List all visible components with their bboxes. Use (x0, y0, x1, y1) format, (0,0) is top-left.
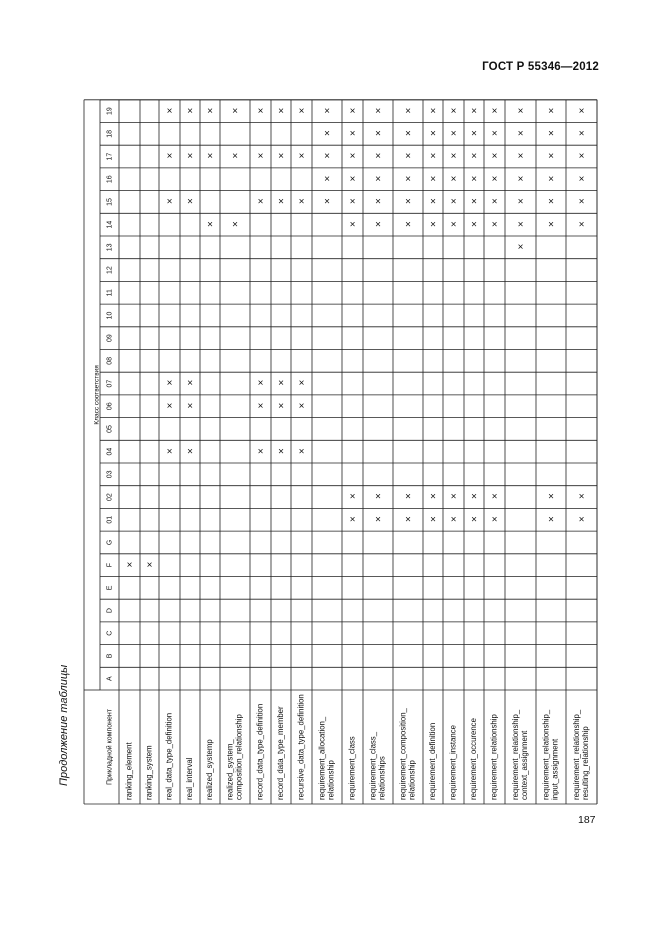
conformance-mark: × (166, 196, 173, 208)
component-name: record_data_type_definition (255, 703, 265, 800)
conformance-mark: × (430, 196, 436, 208)
column-label-15: 15 (106, 198, 114, 206)
conformance-mark: × (257, 151, 264, 163)
conformance-mark: × (232, 105, 238, 117)
conformance-mark: × (471, 514, 477, 526)
conformance-mark: × (232, 151, 238, 163)
conformance-mark: × (430, 173, 436, 185)
conformance-mark: × (471, 491, 477, 503)
conformance-mark: × (578, 196, 585, 208)
conformance-mark: × (126, 559, 133, 571)
conformance-mark: × (146, 559, 153, 571)
component-name: requirement_occurence (469, 718, 479, 800)
column-label-18: 18 (106, 129, 114, 138)
conformance-mark: × (548, 173, 554, 185)
component-name: requirement_class_ (368, 731, 378, 800)
conformance-mark: × (578, 105, 585, 117)
conformance-mark: × (450, 173, 457, 185)
conformance-mark: × (517, 128, 524, 140)
conformance-mark: × (578, 219, 585, 231)
conformance-mark: × (257, 378, 264, 390)
conformance-mark: × (187, 196, 193, 208)
conformance-mark: × (471, 128, 477, 140)
conformance-mark: × (491, 105, 498, 117)
conformance-mark: × (278, 378, 284, 390)
conformance-mark: × (471, 105, 477, 117)
column-label-C: C (106, 630, 114, 636)
conformance-mark: × (349, 491, 356, 503)
column-label-A: A (106, 676, 114, 681)
conformance-mark: × (548, 514, 554, 526)
component-name: requirement_composition_ (398, 708, 408, 800)
conformance-mark: × (375, 128, 381, 140)
conformance-mark: × (257, 105, 264, 117)
conformance-mark: × (349, 151, 356, 163)
conformance-mark: × (298, 196, 305, 208)
column-label-G: G (106, 539, 114, 546)
conformance-mark: × (349, 514, 356, 526)
conformance-mark: × (517, 151, 524, 163)
conformance-mark: × (166, 400, 173, 412)
conformance-mark: × (187, 378, 193, 390)
conformance-mark: × (349, 219, 356, 231)
conformance-mark: × (257, 196, 264, 208)
conformance-mark: × (450, 514, 457, 526)
conformance-mark: × (375, 151, 381, 163)
component-name: resulting_relationship (581, 726, 591, 800)
conformance-mark: × (349, 105, 356, 117)
conformance-mark: × (491, 514, 498, 526)
column-label-06: 06 (106, 402, 114, 411)
conformance-mark: × (349, 196, 356, 208)
component-name: requirement_relationship_ (511, 709, 521, 800)
conformance-mark: × (471, 173, 477, 185)
conformance-mark: × (491, 491, 498, 503)
component-name: real_data_type_definition (164, 712, 174, 800)
conformance-mark: × (517, 105, 524, 117)
conformance-mark: × (375, 105, 381, 117)
component-name: requirement_relationship (489, 714, 499, 800)
column-label-B: B (106, 653, 114, 659)
component-name: requirement_relationship_ (572, 709, 582, 800)
conformance-mark: × (278, 400, 284, 412)
conformance-mark: × (430, 151, 436, 163)
page-number: 187 (578, 814, 596, 826)
conformance-mark: × (430, 128, 436, 140)
component-name: ranking_element (124, 742, 134, 800)
conformance-mark: × (491, 151, 498, 163)
component-header: Прикладной компонент (106, 708, 114, 786)
component-name: realized_systemp (205, 739, 215, 800)
conformance-mark: × (278, 105, 284, 117)
column-label-03: 03 (106, 470, 114, 479)
conformance-mark: × (405, 173, 411, 185)
component-name: input_assignment (550, 738, 560, 800)
component-name: real_interval (185, 757, 195, 800)
conformance-mark: × (166, 378, 173, 390)
conformance-mark: × (450, 151, 457, 163)
column-label-F: F (106, 563, 114, 568)
column-label-08: 08 (106, 356, 114, 365)
conformance-mark: × (298, 400, 305, 412)
conformance-mark: × (298, 105, 305, 117)
column-label-16: 16 (106, 175, 114, 184)
conformance-mark: × (578, 491, 585, 503)
conformance-mark: × (187, 446, 193, 458)
conformance-mark: × (548, 219, 554, 231)
conformance-mark: × (471, 196, 477, 208)
conformance-mark: × (324, 105, 330, 117)
conformance-mark: × (187, 400, 193, 412)
conformance-mark: × (517, 173, 524, 185)
column-label-05: 05 (106, 425, 114, 433)
column-label-12: 12 (106, 266, 114, 274)
column-label-11: 11 (106, 289, 114, 297)
component-name: requirement_definition (428, 722, 438, 800)
component-name: requirement_allocation_ (317, 716, 327, 800)
column-label-13: 13 (106, 243, 114, 252)
conformance-mark: × (298, 446, 305, 458)
conformance-mark: × (349, 173, 356, 185)
conformance-mark: × (405, 514, 411, 526)
conformance-mark: × (430, 219, 436, 231)
conformance-mark: × (491, 196, 498, 208)
component-name: requirement_instance (448, 725, 458, 800)
conformance-mark: × (517, 241, 524, 253)
column-label-D: D (106, 608, 114, 614)
conformance-mark: × (405, 105, 411, 117)
component-name: realized_system_ (225, 739, 235, 800)
component-name: recursive_data_type_definition (296, 694, 306, 800)
conformance-mark: × (578, 514, 585, 526)
conformance-mark: × (450, 128, 457, 140)
conformance-mark: × (578, 128, 585, 140)
component-name: record_data_type_member (276, 706, 286, 800)
conformance-mark: × (405, 128, 411, 140)
conformance-mark: × (450, 491, 457, 503)
conformance-mark: × (405, 491, 411, 503)
column-label-14: 14 (106, 220, 114, 229)
conformance-mark: × (405, 196, 411, 208)
component-name: composition_relationship (234, 714, 244, 800)
conformance-mark: × (324, 128, 330, 140)
conformance-mark: × (375, 491, 381, 503)
component-name: ranking_system (144, 745, 154, 800)
component-name: relationship (326, 760, 336, 800)
conformance-mark: × (187, 151, 193, 163)
component-name: relationship (407, 760, 417, 800)
conformance-mark: × (450, 196, 457, 208)
conformance-mark: × (405, 151, 411, 163)
conformance-mark: × (324, 151, 330, 163)
standard-designation: ГОСТ Р 55346—2012 (482, 61, 599, 73)
conformance-mark: × (578, 173, 585, 185)
conformance-mark: × (430, 514, 436, 526)
conformance-mark: × (207, 105, 213, 117)
conformance-mark: × (375, 196, 381, 208)
class-header: Класс соответствия (93, 365, 101, 425)
conformance-mark: × (257, 446, 264, 458)
conformance-mark: × (375, 173, 381, 185)
conformance-mark: × (166, 105, 173, 117)
conformance-mark: × (207, 151, 213, 163)
column-label-E: E (106, 585, 114, 591)
column-label-19: 19 (106, 107, 114, 116)
conformance-mark: × (471, 151, 477, 163)
column-label-02: 02 (106, 493, 114, 501)
conformance-mark: × (578, 151, 585, 163)
conformance-mark: × (278, 196, 284, 208)
conformance-mark: × (491, 219, 498, 231)
conformance-mark: × (548, 128, 554, 140)
column-label-10: 10 (106, 311, 114, 320)
conformance-mark: × (207, 219, 213, 231)
column-label-09: 09 (106, 334, 114, 343)
component-name: requirement_class (347, 736, 357, 800)
conformance-mark: × (166, 446, 173, 458)
conformance-mark: × (324, 196, 330, 208)
component-name: requirement_relationship_ (541, 709, 551, 800)
conformance-mark: × (548, 491, 554, 503)
column-label-17: 17 (106, 152, 114, 161)
conformance-mark: × (517, 219, 524, 231)
conformance-mark: × (548, 151, 554, 163)
component-name: context_assignment (520, 730, 530, 800)
conformance-mark: × (278, 151, 284, 163)
column-label-01: 01 (106, 515, 114, 524)
column-label-07: 07 (106, 379, 114, 388)
conformance-mark: × (349, 128, 356, 140)
conformance-mark: × (405, 219, 411, 231)
conformance-mark: × (298, 151, 305, 163)
conformance-mark: × (375, 219, 381, 231)
conformance-mark: × (375, 514, 381, 526)
conformance-mark: × (450, 105, 457, 117)
conformance-mark: × (471, 219, 477, 231)
conformance-mark: × (187, 105, 193, 117)
conformance-mark: × (257, 400, 264, 412)
column-label-04: 04 (106, 447, 114, 456)
conformance-mark: × (548, 105, 554, 117)
conformance-mark: × (548, 196, 554, 208)
conformance-mark: × (491, 173, 498, 185)
table-continuation-caption: Продолжение таблицы (58, 664, 70, 786)
conformance-mark: × (232, 219, 238, 231)
conformance-mark: × (430, 105, 436, 117)
conformance-mark: × (450, 219, 457, 231)
conformance-mark: × (278, 446, 284, 458)
conformance-mark: × (298, 378, 305, 390)
conformance-mark: × (430, 491, 436, 503)
component-name: relationships (377, 756, 387, 800)
conformance-mark: × (517, 196, 524, 208)
conformance-mark: × (166, 151, 173, 163)
conformance-mark: × (491, 128, 498, 140)
conformance-mark: × (324, 173, 330, 185)
